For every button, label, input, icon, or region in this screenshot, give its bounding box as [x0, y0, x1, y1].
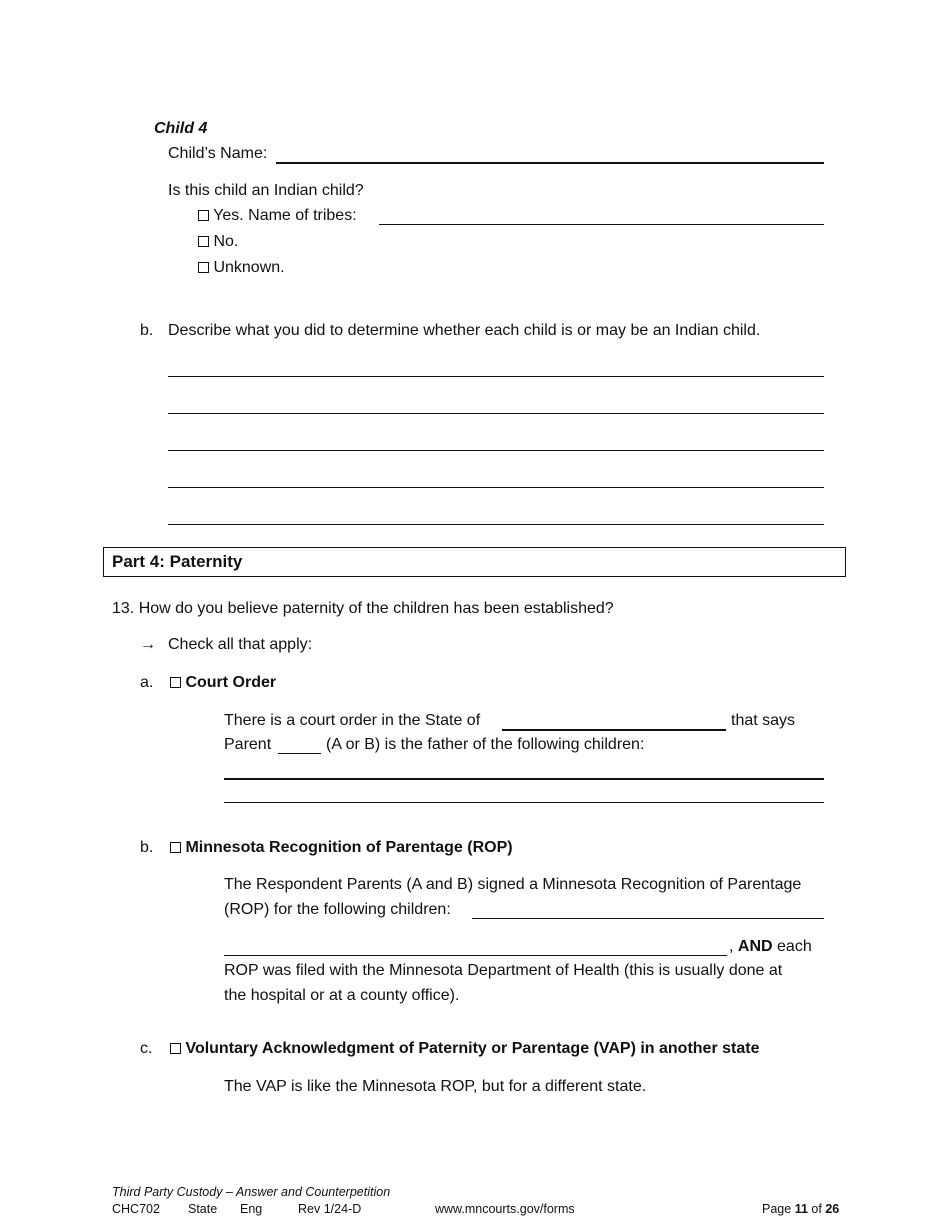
vap-checkbox[interactable] — [170, 1043, 181, 1054]
court-order-children-line-1[interactable] — [224, 778, 824, 780]
court-order-children-line-2[interactable] — [224, 802, 824, 803]
rop-title: Minnesota Recognition of Parentage (ROP) — [185, 839, 513, 856]
indian-child-question: Is this child an Indian child? — [168, 182, 364, 199]
parent-letter-field[interactable] — [278, 753, 321, 754]
footer-page — [762, 1202, 839, 1216]
yes-label: Yes. Name of tribes: — [213, 207, 357, 224]
vap-text: The VAP is like the Minnesota ROP, but for a different state. — [224, 1078, 647, 1095]
court-order-line2-start: Parent — [224, 736, 272, 753]
option-no — [198, 233, 238, 251]
describe-line-5[interactable] — [168, 524, 824, 525]
court-order-option — [170, 674, 276, 692]
footer-page-total: 26 — [825, 1202, 840, 1216]
rop-children-field-2[interactable] — [224, 955, 727, 956]
a-marker: a. — [140, 674, 154, 691]
vap-option — [170, 1040, 759, 1058]
child4-heading: Child 4 — [154, 120, 208, 137]
describe-line-1[interactable] — [168, 376, 824, 377]
footer-page-label: Page — [762, 1202, 792, 1216]
rop-line4: ROP was filed with the Minnesota Department of Health (this is usually done at — [224, 962, 783, 979]
rop-children-field-1[interactable] — [472, 918, 824, 919]
unknown-checkbox[interactable] — [198, 262, 209, 273]
child-name-label: Child’s Name: — [168, 145, 268, 162]
yes-checkbox[interactable] — [198, 210, 209, 221]
b-marker: b. — [140, 839, 154, 856]
court-order-line1-start: There is a court order in the State of — [224, 712, 481, 729]
footer-of: of — [811, 1202, 822, 1216]
describe-line-2[interactable] — [168, 413, 824, 414]
footer-state: State — [188, 1202, 218, 1216]
tribes-field[interactable] — [379, 224, 824, 225]
no-checkbox[interactable] — [198, 236, 209, 247]
rop-and-each: , AND each — [729, 938, 812, 955]
court-order-checkbox[interactable] — [170, 677, 181, 688]
rop-each: each — [777, 938, 812, 955]
rop-and: AND — [737, 938, 773, 955]
check-all-text: Check all that apply: — [168, 636, 313, 653]
part-b-marker: b. — [140, 322, 154, 339]
rop-option — [170, 839, 513, 857]
footer-url[interactable]: www.mncourts.gov/forms — [435, 1202, 575, 1216]
footer-rev: Rev 1/24-D — [298, 1202, 362, 1216]
footer-form-code: CHC702 — [112, 1202, 160, 1216]
describe-line-4[interactable] — [168, 487, 824, 488]
q13-text: 13. How do you believe paternity of the children has been established? — [112, 600, 614, 617]
describe-line-3[interactable] — [168, 450, 824, 451]
vap-title: Voluntary Acknowledgment of Paternity or Parentage (VAP) in another state — [185, 1040, 760, 1057]
footer-title: Third Party Custody – Answer and Counterpetition — [112, 1185, 391, 1199]
arrow-icon: → — [140, 636, 156, 653]
no-label: No. — [213, 233, 239, 250]
unknown-label: Unknown. — [213, 259, 285, 276]
rop-line2: (ROP) for the following children: — [224, 901, 451, 918]
court-order-line2-end: (A or B) is the father of the following children: — [326, 736, 645, 753]
option-yes — [198, 207, 357, 225]
rop-line1: The Respondent Parents (A and B) signed a Minnesota Recognition of Parentage — [224, 876, 802, 893]
court-order-line1-end: that says — [731, 712, 796, 729]
court-order-title: Court Order — [185, 674, 277, 691]
c-marker: c. — [140, 1040, 153, 1057]
part4-header — [103, 547, 846, 577]
rop-line5: the hospital or at a county office). — [224, 987, 460, 1004]
option-unknown — [198, 259, 285, 277]
footer-page-num: 11 — [794, 1202, 808, 1216]
part-b-text: Describe what you did to determine whether each child is or may be an Indian child. — [168, 322, 761, 339]
court-order-state-field[interactable] — [502, 729, 726, 731]
footer-lang: Eng — [240, 1202, 263, 1216]
part4-title: Part 4: Paternity — [112, 552, 243, 571]
child-name-field[interactable] — [276, 162, 824, 164]
rop-checkbox[interactable] — [170, 842, 181, 853]
